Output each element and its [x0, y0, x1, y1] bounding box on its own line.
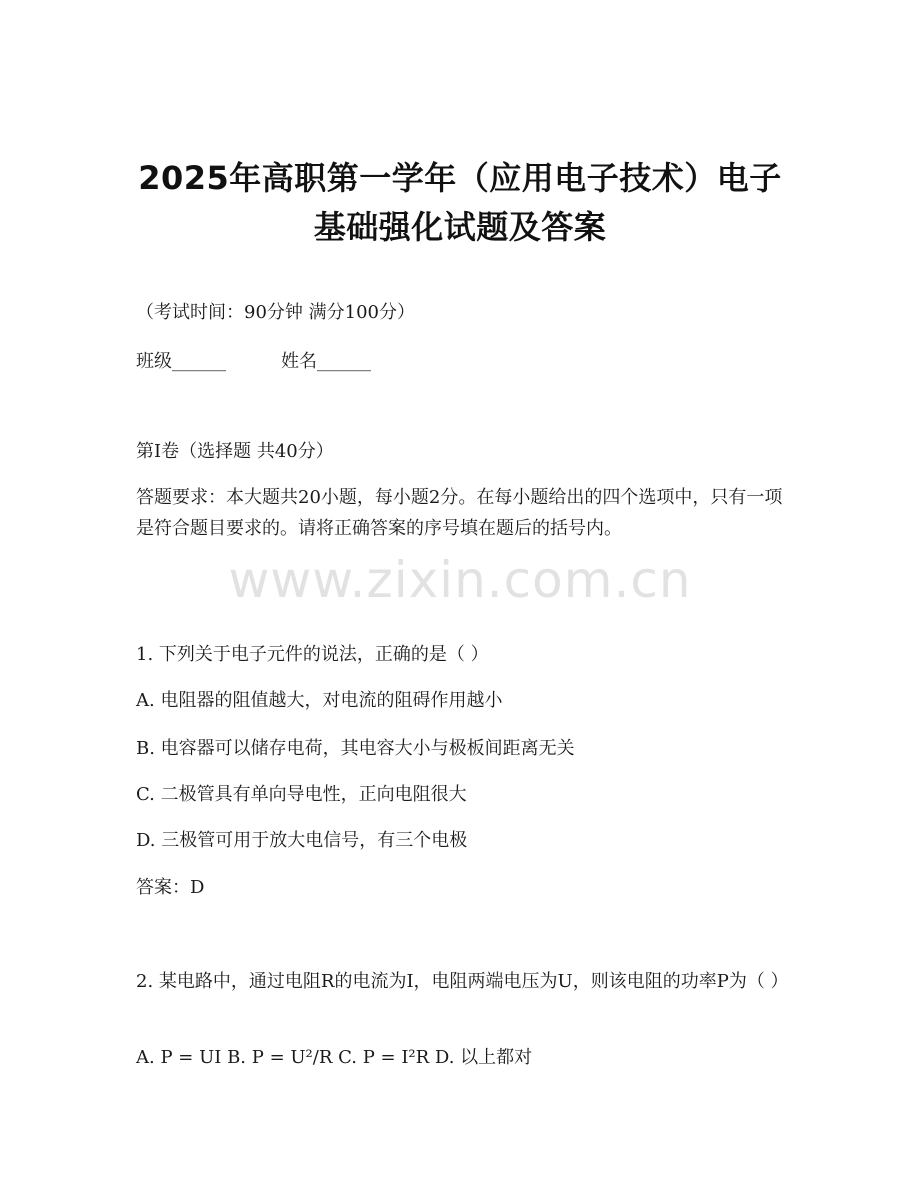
question-1-answer: 答案：D: [136, 877, 205, 898]
question-1-option-b: B. 电容器可以储存电荷，其电容大小与极板间距离无关: [136, 738, 575, 759]
instructions: 答题要求：本大题共20小题，每小题2分。在每小题给出的四个选项中，只有一项是符合题目要求的。请将正确答案的序号填在题后的括号内。: [136, 487, 783, 539]
question-2-stem: 2. 某电路中，通过电阻R的电流为I，电阻两端电压为U，则该电阻的功率P为（ ）: [136, 971, 789, 992]
question-1-option-c: C. 二极管具有单向导电性，正向电阻很大: [136, 784, 467, 805]
document-title-line-2: 基础强化试题及答案: [313, 208, 607, 246]
name-label: 姓名______: [281, 351, 371, 372]
class-label: 班级______: [136, 351, 226, 372]
question-1-option-a: A. 电阻器的阻值越大，对电流的阻碍作用越小: [136, 690, 503, 711]
question-1-option-d: D. 三极管可用于放大电信号，有三个电极: [136, 830, 468, 851]
exam-info: （考试时间：90分钟 满分100分）: [136, 302, 415, 323]
section-heading: 第I卷（选择题 共40分）: [136, 441, 334, 462]
watermark: www.zixin.com.cn: [228, 551, 692, 609]
document-title-line-1: 2025年高职第一学年（应用电子技术）电子: [138, 159, 782, 197]
class-name-row: [136, 347, 371, 377]
question-2-options: A. P = UI B. P = U²/R C. P = I²R D. 以上都对: [136, 1047, 533, 1068]
question-1-stem: 1. 下列关于电子元件的说法，正确的是（ ）: [136, 644, 489, 665]
